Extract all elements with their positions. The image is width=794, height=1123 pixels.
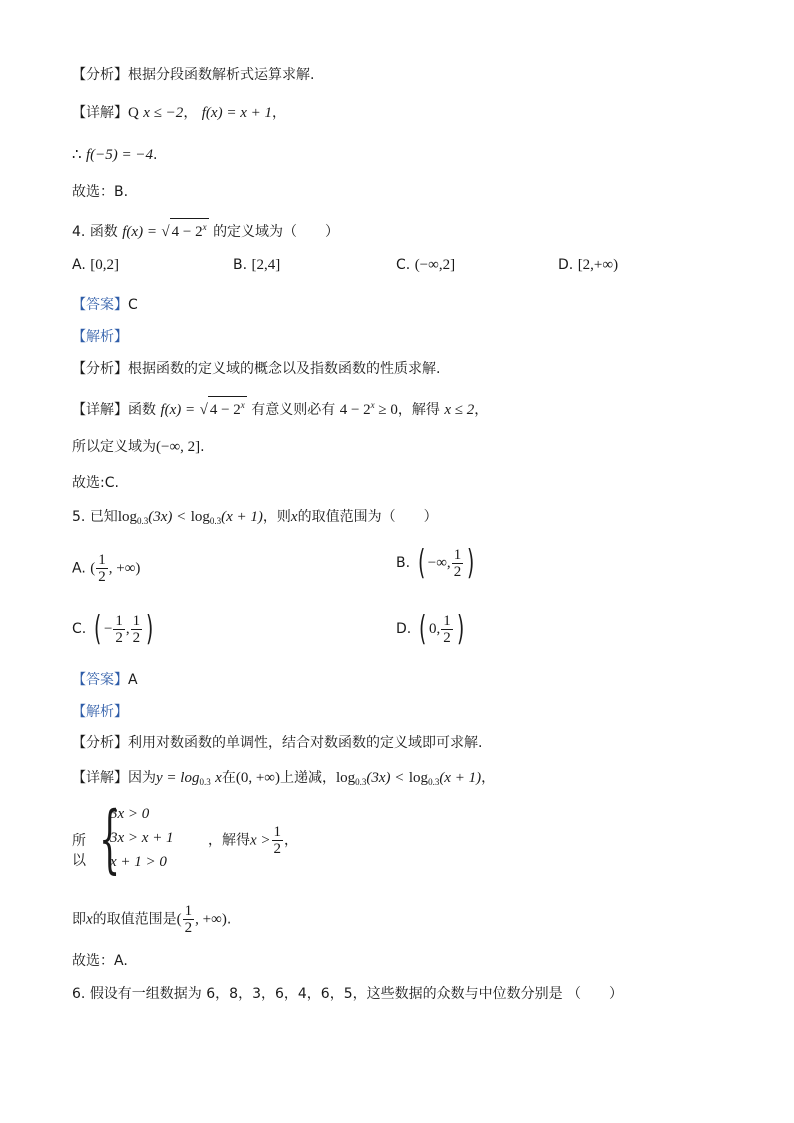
comma: ， [481,770,496,786]
big-paren-right: ) [456,609,464,649]
numerator: 1 [115,612,123,629]
interval-left: 0, [428,621,441,637]
log: log [117,509,137,525]
q4-analysis [72,360,440,378]
range-text: 即 [72,911,86,928]
q5-analysis [72,734,482,752]
option-label: C. [396,257,411,273]
option-b [233,256,280,274]
log-expr-1 [336,770,404,786]
analysis-tag: 【分析】 [72,735,128,751]
denominator: 2 [453,563,462,580]
stem-text: 已知 [89,509,118,525]
stem-text: 的取值范围为（ ） [297,509,438,525]
log-expr-2 [191,509,263,525]
detail-text: 因为 [128,770,156,786]
big-paren-left: ( [418,609,426,649]
log-arg: (x + 1) [439,770,482,786]
q4-choice: 故选:C. [72,475,119,491]
period: . [200,439,205,455]
denominator: 2 [115,629,123,646]
option-value: (−∞,2] [414,257,456,273]
domain-value: (−∞, 2] [156,439,201,455]
stem-text: 函数 [89,224,118,240]
analysis-text: 利用对数函数的单调性，结合对数函数的定义域即可求解. [128,735,483,751]
minus-sign: − [103,621,113,637]
fraction [131,613,143,646]
big-paren-left: ( [93,609,101,649]
log-base: 0.3 [199,777,211,787]
function-name: f(x) = [122,224,157,240]
sqrt-body [208,396,247,418]
variable: x [215,770,222,786]
question-number: 6. [72,986,86,1002]
q5-solution-tag: 【解析】 [72,704,128,720]
option-label: D. [396,621,412,637]
stem-text: 假设有一组数据为 6，8，3，6，4，6，5，这些数据的众数与中位数分别是 （ ） [89,986,624,1002]
detail-tag: 【详解】 [72,770,128,786]
log: log [335,770,356,786]
option-value: [2,+∞) [577,257,619,273]
period: . [226,911,232,928]
comma: ， [271,105,286,121]
q3-result [72,146,157,164]
fraction [441,613,453,646]
fraction [183,903,195,936]
so-text: 所以 [72,833,86,869]
exponent: x [370,400,375,410]
option-value: [2,4] [251,257,281,273]
detail-text: 上递减， [279,770,336,786]
q-glyph: Q [128,105,139,121]
detail-tag: 【详解】 [72,402,128,418]
paren-open: ( [90,560,96,577]
numerator: 1 [98,552,106,568]
answer-tag: 【答案】 [72,297,128,313]
numerator: 1 [273,824,282,840]
question-number: 4. [72,224,86,240]
denominator: 2 [132,629,141,646]
variable: x [86,911,93,928]
fraction [113,613,125,646]
option-d [558,256,618,274]
answer-tag: 【答案】 [72,672,128,688]
q5-detail [72,769,495,791]
option-label: A. [72,560,86,577]
sqrt-expr: 4 − 2 [209,402,241,418]
option-label: C. [72,621,87,637]
comma: , [125,621,130,637]
denominator: 2 [98,569,106,585]
q6-stem [72,985,623,1003]
detail-text: 函数 [128,402,156,418]
log-expr-1 [118,509,186,525]
detail-text: 在 [221,770,236,786]
interval-rest: , +∞) [195,911,227,928]
condition: x ≤ −2 [143,105,184,121]
numerator: 1 [184,903,193,919]
option-c [396,256,455,274]
system-row: x + 1 > 0 [110,854,167,870]
system-row: 3x > 0 [110,806,150,822]
q4-detail [72,396,488,419]
log-base: 0.3 [209,516,222,526]
fraction [96,552,108,585]
log-arg: (3x) < [366,770,405,786]
result-value: f(−5) = −4 [86,147,154,163]
fraction [272,824,284,857]
q5-stem [72,508,438,530]
q5-range [72,903,231,936]
option-b [396,543,477,583]
q3-choice: 故选：B. [72,184,129,200]
conclusion-text: 所以定义域为 [72,439,156,455]
range-text: 的取值范围是 [92,911,177,928]
option-label: D. [558,257,574,273]
log-base: 0.3 [428,777,440,787]
option-d [396,609,467,649]
stem-text: ，则 [262,509,291,525]
comma: ， [183,105,198,121]
interval-rest: , +∞) [108,560,141,577]
function-expr: y = log [156,770,200,786]
option-c [72,609,156,649]
q4-solution-tag: 【解析】 [72,329,128,345]
q5-choice: 故选：A. [72,953,128,969]
sqrt-symbol: √ [199,402,208,418]
function-name: f(x) = [160,402,196,418]
log: log [190,509,210,525]
numerator: 1 [443,612,451,629]
interval: (0, +∞) [235,770,280,786]
option-a [72,256,119,274]
interval-left: −∞, [427,555,451,571]
option-label: B. [396,555,411,571]
log-base: 0.3 [355,777,367,787]
option-a [72,552,140,585]
analysis-text: 根据分段函数解析式运算求解. [128,67,315,83]
analysis-tag: 【分析】 [72,67,128,83]
log-expr-2 [409,770,481,786]
system-row: 3x > x + 1 [110,830,174,846]
log-arg: (3x) < [148,509,187,525]
solve-text [208,824,298,857]
detail-tag: 【详解】 [72,105,128,121]
period: . [153,147,158,163]
variable: x [290,509,298,525]
log: log [408,770,429,786]
solve-label: ，解得 [208,832,250,849]
therefore-symbol: ∴ [72,147,82,163]
comma: ， [474,402,489,418]
question-number: 5. [72,509,86,525]
numerator: 1 [453,546,462,563]
ineq-expr: 4 − 2 [339,402,371,418]
paren-open: ( [176,911,182,928]
function-def: f(x) = x + 1 [201,105,272,121]
stem-text: 的定义域为（ ） [213,224,340,240]
option-label: B. [233,257,248,273]
exponent: x [240,400,245,410]
option-value: [0,2] [90,257,119,273]
left-brace: { [99,796,121,882]
fraction [452,547,464,580]
q4-stem [72,218,339,241]
big-paren-left: ( [417,543,425,583]
comma: ， [284,832,299,849]
ineq-rhs: ≥ 0 [374,402,398,418]
answer-value: C [128,297,138,313]
exponent: x [202,222,207,232]
numerator: 1 [132,612,141,629]
denominator: 2 [443,629,451,646]
denominator: 2 [273,841,282,857]
solve-var: x > [250,832,271,849]
sqrt-expr: 4 − 2 [171,224,203,240]
inequality [340,402,398,418]
log-arg: (x + 1) [221,509,263,525]
q3-analysis [72,66,314,84]
log-base: 0.3 [136,516,149,526]
q3-detail [72,104,286,122]
sqrt-symbol: √ [161,224,170,240]
detail-text: 有意义则必有 [251,402,336,418]
q4-conclusion [72,438,205,456]
answer-value: A [128,672,138,688]
q5-answer [72,671,138,689]
big-paren-right: ) [467,543,475,583]
analysis-text: 根据函数的定义域的概念以及指数函数的性质求解. [128,361,441,377]
solution: x ≤ 2 [444,402,475,418]
sqrt-body [170,218,209,240]
analysis-tag: 【分析】 [72,361,128,377]
detail-text: ，解得 [397,402,440,418]
option-label: A. [72,257,86,273]
q4-answer [72,296,138,314]
big-paren-right: ) [146,609,154,649]
denominator: 2 [184,920,193,936]
